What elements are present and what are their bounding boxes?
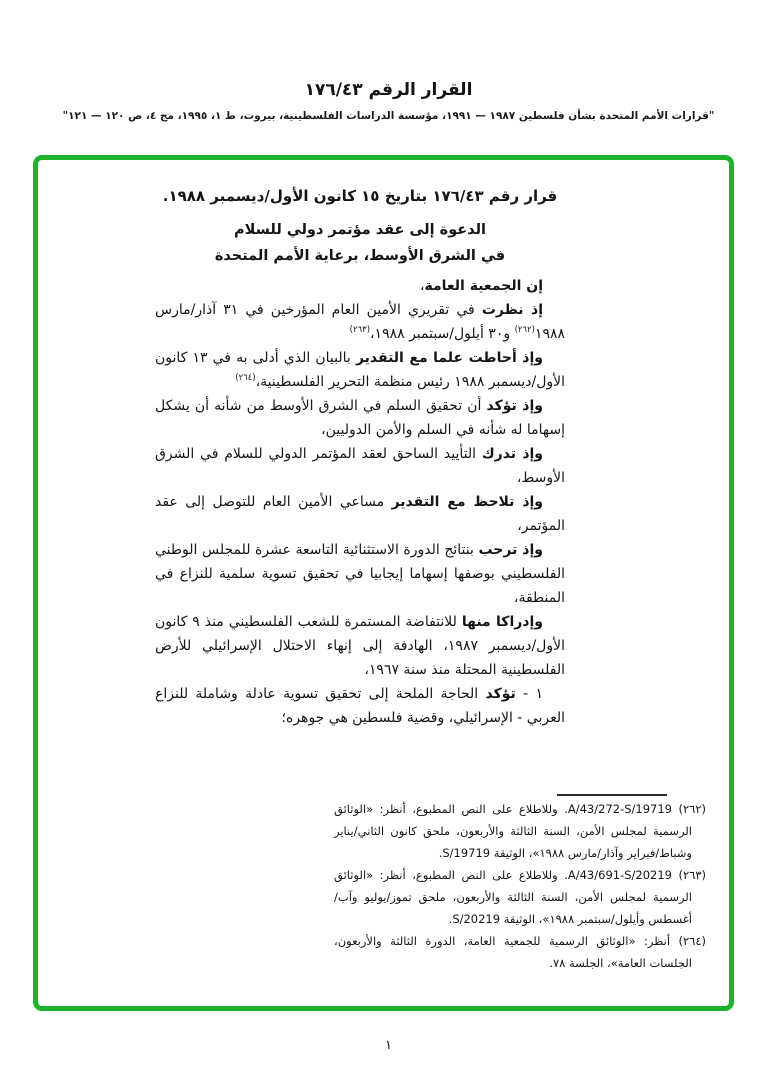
paragraph-preamble-3: وإذ تؤكد أن تحقيق السلم في الشرق الأوسط من شأنه أن يشكل إسهاما له شأنه في السلم والأمن الدوليين، bbox=[155, 398, 565, 438]
resolution-body bbox=[155, 274, 565, 730]
paragraph-preamble-5: وإذ تلاحظ مع التقدير مساعي الأمين العام للتوصل إلى عقد المؤتمر، bbox=[155, 494, 565, 534]
footnote-262: (٢٦٢) A/43/272-S/19719. وللاطلاع على النص المطبوع، أنظر: «الوثائق الرسمية لمجلس الأمن، السنة الثالثة والأربعون، ملحق كانون الثاني/يناير وشباط/فبراير وآذار/مارس ١٩٨٨»، الوثيقة S/19719. bbox=[334, 802, 706, 860]
footnote-ref-262: (٢٦٢) bbox=[514, 325, 535, 335]
green-highlight-border bbox=[33, 155, 734, 1011]
source-citation: "قرارات الأمم المتحدة بشأن فلسطين ١٩٨٧ — ١٩٩١، مؤسسة الدراسات الفلسطينية، بيروت، ط ١، ١٩٩٥، مج ٤، ص ١٢٠ — ١٢١" bbox=[62, 110, 715, 122]
paragraph-preamble-4: وإذ تدرك التأييد الساحق لعقد المؤتمر الدولي للسلام في الشرق الأوسط، bbox=[155, 446, 565, 486]
paragraph-preamble-7: وإدراكا منها للانتفاضة المستمرة للشعب الفلسطيني منذ ٩ كانون الأول/ديسمبر ١٩٨٧، الهادفة إلى إنهاء الاحتلال الإسرائيلي للأرض الفلسطينية المحتلة منذ سنة ١٩٦٧، bbox=[155, 614, 565, 678]
resolution-heading bbox=[155, 184, 565, 269]
footnote-264: (٢٦٤) أنظر: «الوثائق الرسمية للجمعية العامة، الدورة الثالثة والأربعون، الجلسات العامة»، الجلسة ٧٨. bbox=[334, 934, 706, 970]
footnote-263: (٢٦٣) A/43/691-S/20219. وللاطلاع على النص المطبوع، أنظر: «الوثائق الرسمية لمجلس الأمن، السنة الثالثة والأربعون، ملحق تموز/يوليو وآب/أغسطس وأيلول/سبتمبر ١٩٨٨»، الوثيقة S/20219. bbox=[334, 868, 706, 926]
page-number: ١ bbox=[385, 1038, 392, 1053]
document-symbol: A/43/691-S/20219. bbox=[564, 868, 672, 882]
footnotes bbox=[334, 798, 706, 974]
paragraph-preamble-1: إذ نظرت في تقريري الأمين العام المؤرخين في ٣١ آذار/مارس ١٩٨٨$^{(٢٦٢)}$ و٣٠ أيلول/سبتمبر ١٩٨٨،$^{(٢٦٣)}$ bbox=[155, 302, 565, 342]
footnote-separator bbox=[557, 794, 667, 796]
resolution-heading-line2: الدعوة إلى عقد مؤتمر دولي للسلام bbox=[234, 222, 486, 238]
resolution-heading-line3: في الشرق الأوسط، برعاية الأمم المتحدة bbox=[214, 248, 506, 264]
paragraph-preamble-2: وإذ أحاطت علما مع التقدير بالبيان الذي أدلى به في ١٣ كانون الأول/ديسمبر ١٩٨٨ رئيس منظمة التحرير الفلسطينية،$^{(٢٦٤)}$ bbox=[155, 350, 565, 390]
paragraph-preamble-6: وإذ ترحب بنتائج الدورة الاستثنائية التاسعة عشرة للمجلس الوطني الفلسطيني بوصفها إسهاما إيجابيا في تحقيق تسوية سلمية للنزاع في المنطقة، bbox=[155, 542, 565, 606]
document-symbol: A/43/272-S/19719. bbox=[564, 802, 672, 816]
paragraph-preamble-0: إن الجمعية العامة، bbox=[419, 278, 543, 294]
page-header-resolution-number: القرار الرقم ١٧٦/٤٣ bbox=[304, 80, 473, 100]
paragraph-operative-1: ١ - تؤكد الحاجة الملحة إلى تحقيق تسوية عادلة وشاملة للنزاع العربي - الإسرائيلي، وقضية فلسطين هي جوهره؛ bbox=[155, 686, 565, 726]
resolution-heading-line1: قرار رقم ١٧٦/٤٣ بتاريخ ١٥ كانون الأول/ديسمبر ١٩٨٨. bbox=[162, 187, 558, 205]
footnote-ref-263: (٢٦٣) bbox=[349, 325, 371, 335]
footnote-ref-264: (٢٦٤) bbox=[235, 373, 256, 383]
